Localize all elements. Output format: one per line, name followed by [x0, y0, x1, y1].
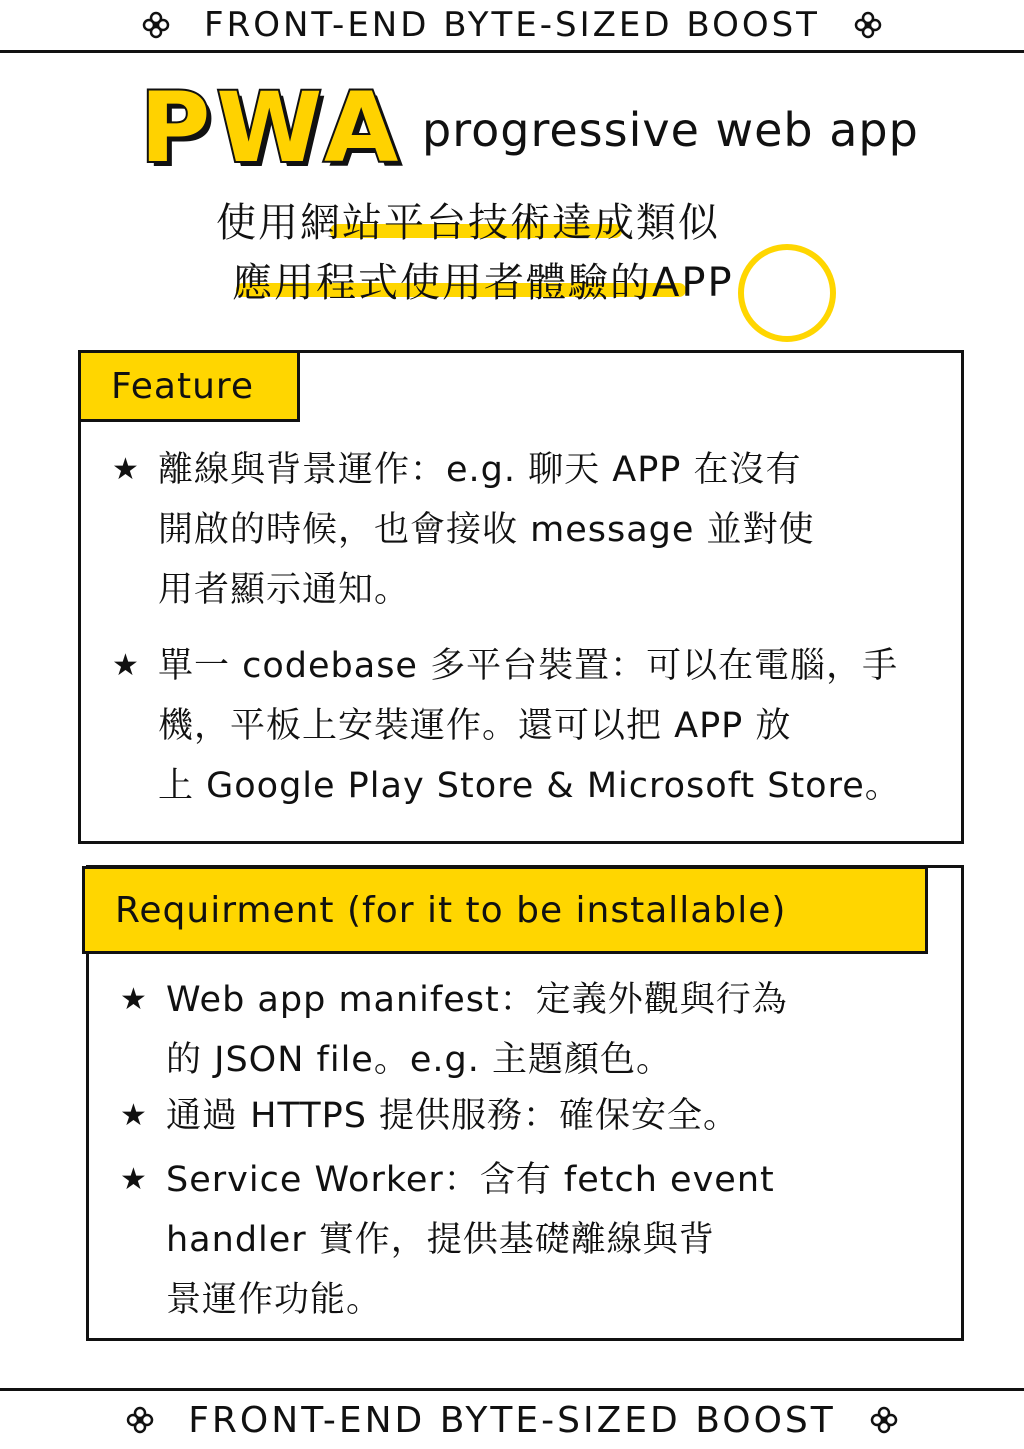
requirement-item-line: 通過 HTTPS 提供服務：確保安全。 [166, 1096, 740, 1136]
header-divider [0, 50, 1024, 53]
requirement-item [120, 970, 936, 1090]
requirement-item-line: 的 JSON file。e.g. 主題顏色。 [166, 1040, 672, 1080]
requirement-item-line: handler 實作，提供基礎離線與背 [166, 1220, 715, 1260]
feature-item [112, 636, 938, 816]
requirement-heading: Requirment (for it to be installable) [82, 866, 928, 954]
feature-item-line: 開啟的時候，也會接收 message 並對使 [158, 510, 815, 550]
requirement-item [120, 1086, 936, 1146]
star-icon: ★ [120, 1098, 148, 1133]
flower-icon [854, 11, 882, 39]
feature-item [112, 440, 938, 620]
footer-divider [0, 1388, 1024, 1391]
feature-item-line: 離線與背景運作：e.g. 聊天 APP 在沒有 [158, 450, 802, 490]
requirement-item-line: 景運作功能。 [166, 1280, 383, 1320]
flower-icon [142, 11, 170, 39]
requirement-item-line: Service Worker：含有 fetch event [166, 1160, 775, 1200]
flower-icon [870, 1406, 898, 1434]
title-subtitle: progressive web app [422, 103, 919, 157]
feature-item-line: 機，平板上安裝運作。還可以把 APP 放 [158, 706, 792, 746]
feature-heading: Feature [78, 350, 300, 422]
header-banner [0, 0, 1024, 50]
requirement-item-line: Web app manifest：定義外觀與行為 [166, 980, 788, 1020]
feature-item-line: 上 Google Play Store & Microsoft Store。 [158, 766, 901, 806]
title-block [140, 72, 920, 188]
star-icon: ★ [112, 648, 140, 683]
description-line-1: 使用網站平台技術達成類似 [216, 200, 720, 246]
flower-icon [126, 1406, 154, 1434]
description-line-2: 應用程式使用者體驗的APP [232, 260, 734, 306]
header-banner-text: FRONT-END BYTE-SIZED BOOST [204, 5, 820, 45]
app-circle-mark [738, 244, 836, 342]
feature-item-line: 用者顯示通知。 [158, 570, 411, 610]
footer-banner [0, 1394, 1024, 1446]
footer-banner-text: FRONT-END BYTE-SIZED BOOST [188, 1399, 836, 1441]
star-icon: ★ [120, 1162, 148, 1197]
star-icon: ★ [120, 982, 148, 1017]
title-acronym: PWA [140, 72, 405, 184]
star-icon: ★ [112, 452, 140, 487]
requirement-item [120, 1150, 936, 1330]
feature-item-line: 單一 codebase 多平台裝置：可以在電腦，手 [158, 646, 899, 686]
